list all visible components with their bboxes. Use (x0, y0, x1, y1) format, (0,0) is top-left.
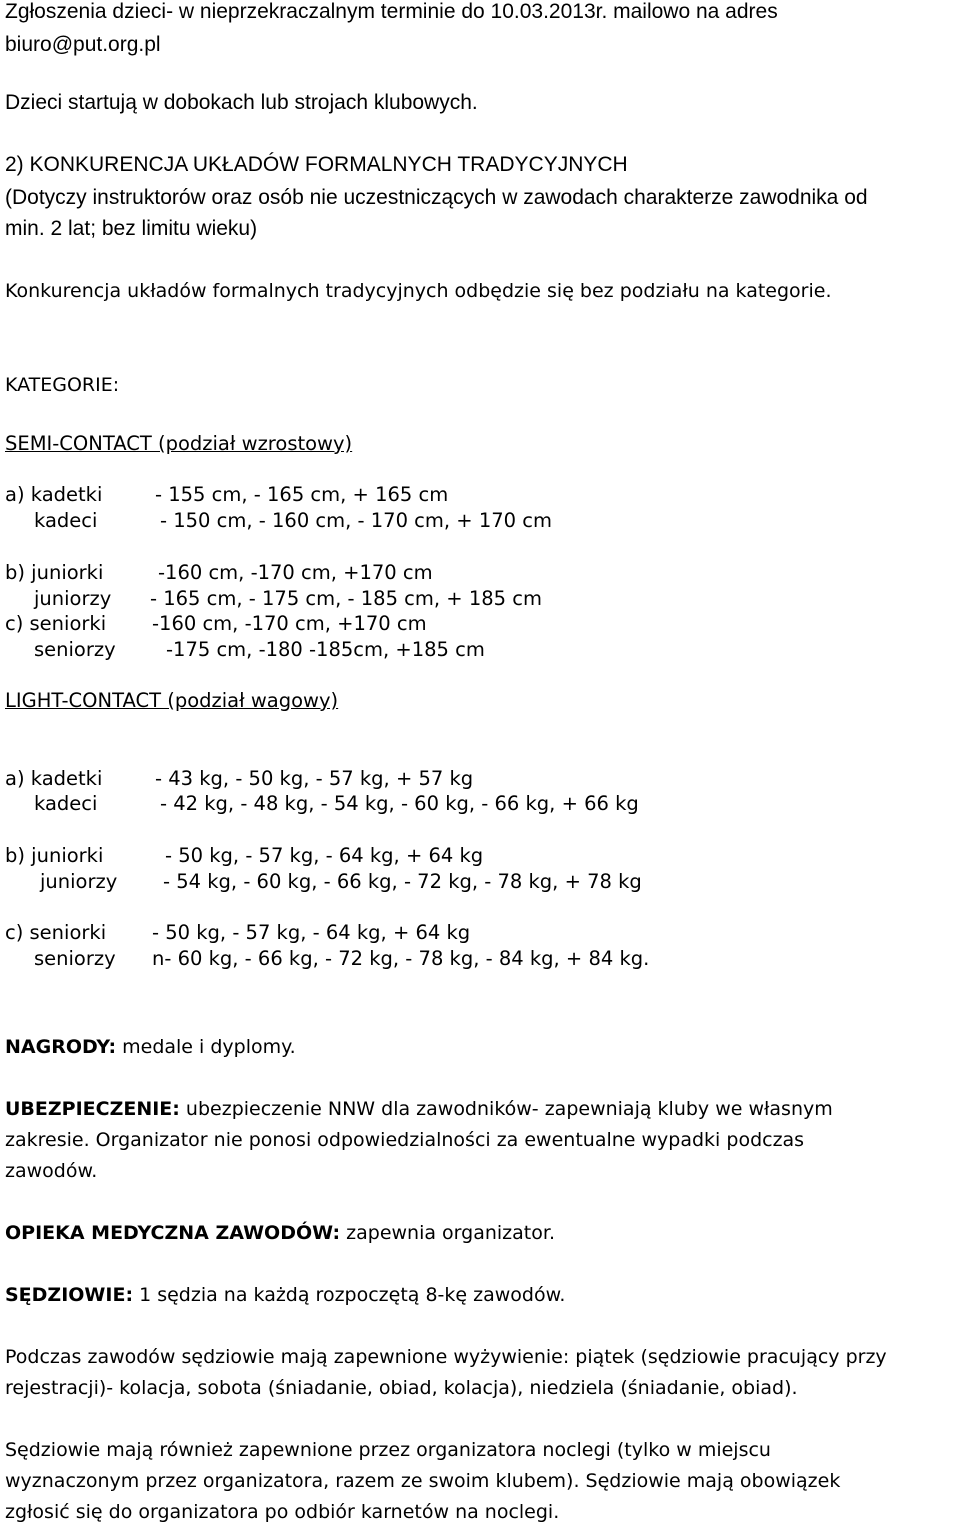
intro-line-1: Zgłoszenia dzieci- w nieprzekraczalnym terminie do 10.03.2013r. mailowo na adres (5, 0, 778, 23)
intro-email: biuro@put.org.pl (5, 33, 161, 56)
light-value-seniorki: - 50 kg, - 57 kg, - 64 kg, + 64 kg (152, 921, 471, 944)
light-value-juniorki: - 50 kg, - 57 kg, - 64 kg, + 64 kg (165, 844, 484, 867)
light-label-kadetki: a) kadetki (5, 767, 103, 790)
lodging-line-1: Sędziowie mają również zapewnione przez organizatora noclegi (tylko w miejscu (5, 1439, 771, 1461)
light-label-seniorki: c) seniorki (5, 921, 107, 944)
semi-value-kadetki: - 155 cm, - 165 cm, + 165 cm (155, 483, 449, 506)
categories-heading: KATEGORIE: (5, 374, 120, 396)
judges-label: SĘDZIOWIE: (5, 1284, 134, 1306)
medical-label: OPIEKA MEDYCZNA ZAWODÓW: (5, 1222, 341, 1244)
lodging-line-3: zgłosić się do organizatora po odbiór karnetów na noclegi. (5, 1501, 560, 1523)
medical-text: zapewnia organizator. (340, 1222, 555, 1244)
light-value-kadeci: - 42 kg, - 48 kg, - 54 kg, - 60 kg, - 66 kg, + 66 kg (160, 792, 639, 815)
light-contact-heading: LIGHT-CONTACT (podział wagowy) (5, 689, 339, 712)
awards-line (5, 1035, 296, 1059)
semi-value-juniorki: -160 cm, -170 cm, +170 cm (158, 561, 433, 584)
awards-text: medale i dyplomy. (116, 1036, 296, 1058)
insurance-line-1 (5, 1097, 833, 1121)
insurance-line-2: zakresie. Organizator nie ponosi odpowiedzialności za ewentualne wypadki podczas (5, 1129, 805, 1151)
section-2-note-line-2: min. 2 lat; bez limitu wieku) (5, 217, 258, 240)
insurance-line-3: zawodów. (5, 1160, 98, 1182)
light-label-juniorzy: juniorzy (40, 870, 118, 893)
judges-line (5, 1283, 565, 1307)
lodging-line-2: wyznaczonym przez organizatora, razem ze swoim klubem). Sędziowie mają obowiązek (5, 1470, 841, 1492)
semi-contact-heading: SEMI-CONTACT (podział wzrostowy) (5, 432, 353, 455)
semi-label-kadeci: kadeci (34, 509, 98, 532)
awards-label: NAGRODY: (5, 1036, 117, 1058)
semi-value-seniorzy: -175 cm, -180 -185cm, +185 cm (166, 638, 485, 661)
section-2-note-line-1: (Dotyczy instruktorów oraz osób nie uczestniczących w zawodach charakterze zawodnika od (5, 186, 868, 209)
medical-line (5, 1221, 555, 1245)
intro-line-3: Dzieci startują w dobokach lub strojach klubowych. (5, 91, 478, 114)
semi-value-seniorki: -160 cm, -170 cm, +170 cm (152, 612, 427, 635)
insurance-label: UBEZPIECZENIE: (5, 1098, 180, 1120)
light-value-juniorzy: - 54 kg, - 60 kg, - 66 kg, - 72 kg, - 78 kg, + 78 kg (163, 870, 642, 893)
light-value-seniorzy: n- 60 kg, - 66 kg, - 72 kg, - 78 kg, - 84 kg, + 84 kg. (152, 947, 650, 970)
semi-value-juniorzy: - 165 cm, - 175 cm, - 185 cm, + 185 cm (150, 587, 542, 610)
semi-label-juniorki: b) juniorki (5, 561, 104, 584)
light-label-juniorki: b) juniorki (5, 844, 104, 867)
semi-label-seniorki: c) seniorki (5, 612, 107, 635)
section-2-description: Konkurencja układów formalnych tradycyjnych odbędzie się bez podziału na kategorie. (5, 280, 832, 302)
section-2-title: 2) KONKURENCJA UKŁADÓW FORMALNYCH TRADYCYJNYCH (5, 153, 628, 176)
semi-label-juniorzy: juniorzy (34, 587, 112, 610)
insurance-text: ubezpieczenie NNW dla zawodników- zapewniają kluby we własnym (179, 1098, 833, 1120)
meals-line-1: Podczas zawodów sędziowie mają zapewnione wyżywienie: piątek (sędziowie pracujący przy (5, 1346, 887, 1368)
light-label-seniorzy: seniorzy (34, 947, 116, 970)
meals-line-2: rejestracji)- kolacja, sobota (śniadanie, obiad, kolacja), niedziela (śniadanie, obiad). (5, 1377, 798, 1399)
judges-text: 1 sędzia na każdą rozpoczętą 8-kę zawodów. (133, 1284, 566, 1306)
semi-value-kadeci: - 150 cm, - 160 cm, - 170 cm, + 170 cm (160, 509, 552, 532)
semi-label-seniorzy: seniorzy (34, 638, 116, 661)
semi-label-kadetki: a) kadetki (5, 483, 103, 506)
light-value-kadetki: - 43 kg, - 50 kg, - 57 kg, + 57 kg (155, 767, 474, 790)
light-label-kadeci: kadeci (34, 792, 98, 815)
